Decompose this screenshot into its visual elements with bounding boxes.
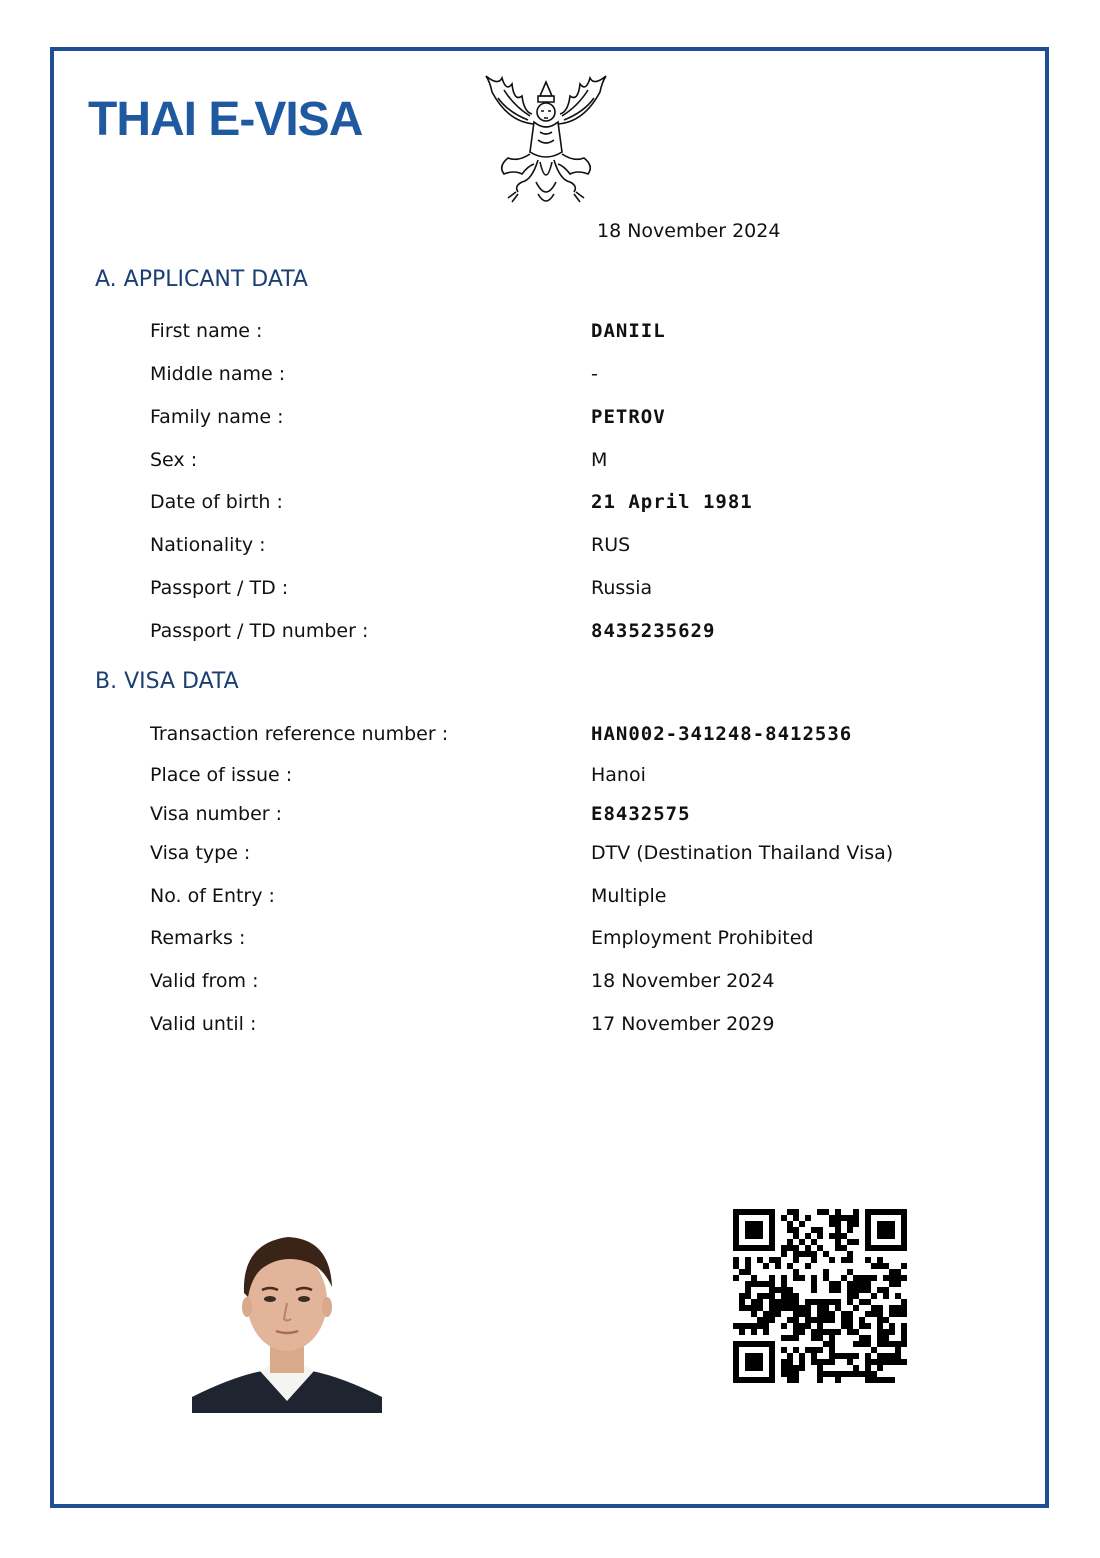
- row-date-of-birth: [150, 491, 950, 521]
- document-title: THAI E-VISA: [88, 93, 363, 146]
- field-value: 17 November 2029: [591, 1013, 775, 1035]
- field-value: M: [591, 449, 608, 471]
- field-label: Passport / TD :: [150, 577, 289, 599]
- field-label: Remarks :: [150, 927, 246, 949]
- field-value: 8435235629: [591, 620, 716, 642]
- row-visa-number: [150, 803, 950, 833]
- row-remarks: [150, 927, 950, 957]
- row-valid-until: [150, 1013, 950, 1043]
- field-value: Russia: [591, 577, 653, 599]
- field-value: Multiple: [591, 885, 667, 907]
- field-value: RUS: [591, 534, 631, 556]
- field-label: First name :: [150, 320, 263, 342]
- row-sex: [150, 449, 950, 479]
- field-value: 18 November 2024: [591, 970, 775, 992]
- field-label: Date of birth :: [150, 491, 283, 513]
- field-label: Valid until :: [150, 1013, 257, 1035]
- garuda-emblem-icon: [478, 62, 614, 212]
- field-label: No. of Entry :: [150, 885, 275, 907]
- field-value: DTV (Destination Thailand Visa): [591, 842, 894, 864]
- field-value: -: [591, 363, 598, 385]
- field-value: Employment Prohibited: [591, 927, 814, 949]
- field-label: Visa type :: [150, 842, 251, 864]
- field-label: Middle name :: [150, 363, 286, 385]
- row-first-name: [150, 320, 950, 350]
- issue-date: 18 November 2024: [597, 220, 781, 242]
- field-label: Nationality :: [150, 534, 266, 556]
- field-label: Sex :: [150, 449, 198, 471]
- field-label: Visa number :: [150, 803, 283, 825]
- field-value: Hanoi: [591, 764, 646, 786]
- row-place-of-issue: [150, 764, 950, 794]
- field-value: HAN002-341248-8412536: [591, 723, 853, 745]
- row-family-name: [150, 406, 950, 436]
- section-heading-applicant: A. APPLICANT DATA: [95, 267, 308, 292]
- row-passport-td: [150, 577, 950, 607]
- field-label: Place of issue :: [150, 764, 293, 786]
- row-visa-type: [150, 842, 950, 872]
- row-middle-name: [150, 363, 950, 393]
- field-value: 21 April 1981: [591, 491, 753, 513]
- field-value: E8432575: [591, 803, 691, 825]
- row-valid-from: [150, 970, 950, 1000]
- row-transaction-ref: [150, 723, 950, 753]
- row-passport-number: [150, 620, 950, 650]
- field-value: PETROV: [591, 406, 666, 428]
- row-no-of-entry: [150, 885, 950, 915]
- row-nationality: [150, 534, 950, 564]
- field-label: Valid from :: [150, 970, 259, 992]
- field-label: Family name :: [150, 406, 284, 428]
- field-label: Transaction reference number :: [150, 723, 449, 745]
- portrait-icon: [192, 1215, 382, 1413]
- applicant-photo: [192, 1215, 382, 1413]
- field-label: Passport / TD number :: [150, 620, 369, 642]
- section-heading-visa: B. VISA DATA: [95, 669, 239, 694]
- field-value: DANIIL: [591, 320, 666, 342]
- qr-code-icon: [733, 1209, 907, 1383]
